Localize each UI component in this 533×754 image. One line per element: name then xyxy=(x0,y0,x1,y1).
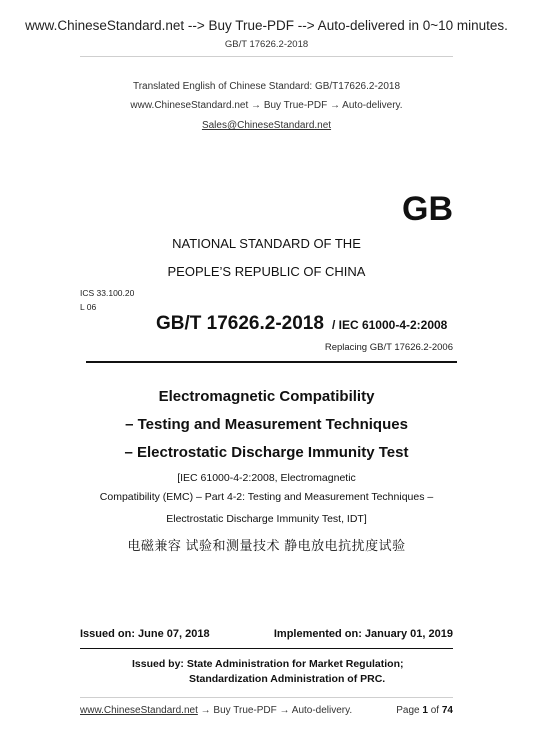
iec-reference-line3: Electrostatic Discharge Immunity Test, IDT] xyxy=(166,513,367,525)
national-standard-line1: NATIONAL STANDARD OF THE xyxy=(172,236,361,251)
page-number: 1 xyxy=(422,705,428,716)
header-banner: www.ChineseStandard.net --> Buy True-PDF --> Auto-delivered in 0~10 minutes. xyxy=(25,18,508,33)
footer-divider xyxy=(80,697,453,698)
translation-link-line[interactable]: www.ChineseStandard.net → Buy True-PDF → Auto-delivery. xyxy=(130,100,403,111)
title-line2: – Testing and Measurement Techniques xyxy=(125,416,408,433)
national-standard-line2: PEOPLE’S REPUBLIC OF CHINA xyxy=(167,264,366,279)
page-total: 74 xyxy=(441,705,453,716)
title-divider xyxy=(86,361,457,363)
standard-number-gbt: GB/T 17626.2-2018 xyxy=(156,313,324,334)
issuer-line2: Standardization Administration of PRC. xyxy=(189,673,386,685)
standard-number-iec: / IEC 61000-4-2:2008 xyxy=(331,318,448,332)
implemented-date: Implemented on: January 01, 2019 xyxy=(273,628,453,640)
title-line3: – Electrostatic Discharge Immunity Test xyxy=(124,444,409,461)
header-standard-code: GB/T 17626.2-2018 xyxy=(224,39,309,50)
footer-delivery-note xyxy=(80,705,352,716)
footer-delivery-text: → Buy True-PDF → Auto-delivery. xyxy=(197,705,353,716)
ics-code: ICS 33.100.20 xyxy=(80,288,135,298)
dates-divider xyxy=(80,648,453,649)
chinese-title: 电磁兼容 试验和测量技术 静电放电抗扰度试验 xyxy=(127,538,406,553)
sales-email-link[interactable]: Sales@ChineseStandard.net xyxy=(201,120,332,131)
title-line1: Electromagnetic Compatibility xyxy=(158,388,375,405)
issuer-line1: Issued by: State Administration for Market Regulation; xyxy=(132,658,404,670)
page-indicator xyxy=(396,705,453,716)
ccs-code: L 06 xyxy=(80,302,97,312)
translation-note: Translated English of Chinese Standard: GB/T17626.2-2018 xyxy=(132,81,401,92)
replacing-standard: Replacing GB/T 17626.2-2006 xyxy=(324,342,453,353)
iec-reference-line1: [IEC 61000-4-2:2008, Electromagnetic xyxy=(177,472,356,484)
footer-site-link[interactable]: www.ChineseStandard.net xyxy=(80,705,198,716)
iec-reference-line2: Compatibility (EMC) – Part 4-2: Testing and Measurement Techniques – xyxy=(99,491,434,503)
header-divider xyxy=(80,56,453,57)
page-label: Page xyxy=(396,705,420,716)
issued-date: Issued on: June 07, 2018 xyxy=(80,628,210,640)
of-label: of xyxy=(430,705,440,716)
standard-number xyxy=(156,313,447,335)
gb-logo: GB xyxy=(402,190,453,228)
